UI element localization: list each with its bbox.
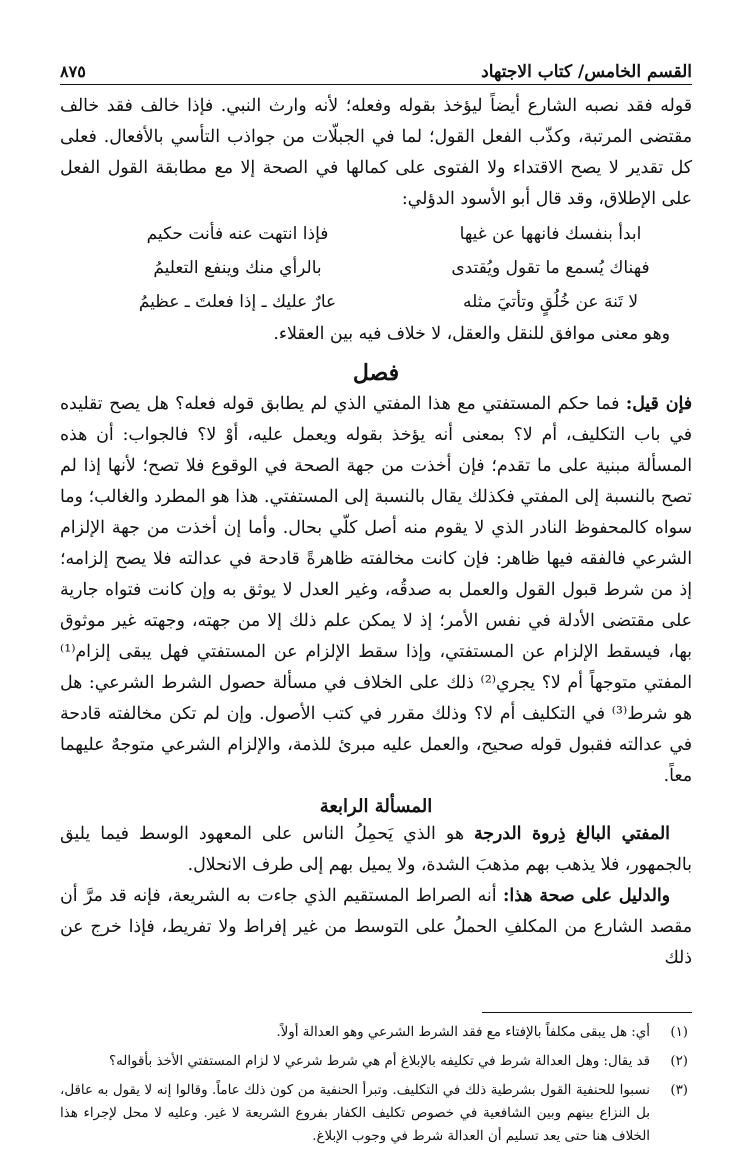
- book-page: [60, 62, 692, 1154]
- page-number: ٨٧٥: [60, 62, 86, 81]
- section-text: فما حكم المستفتي مع هذا المفتي الذي لم يطابق قوله فعله؟ هل يصح تقليده في باب التكليف، أم لا؟ بمعنى أنه يؤخذ بقوله ويعمل عليه، أوْ لا؟ فالجواب: أن هذه المسألة مبنية على ما تقدم؛ فإن أخذت من جهة الصحة في الوقوع فلا تصح؛ لأنها إذا لم تصح بالنسبة إلى المفتي فكذلك يقال بالنسبة إلى المستفتي. هذا هو المطرد والغالب؛ وما سواه كالمحفوظ النادر الذي لا يقوم منه أصل كلّي بحال. وأما إن أخذت من جهة الإلزام الشرعي فالفقه فيها ظاهر: فإن كانت مخالفته ظاهرةً قادحة في عدالته فلا يصح إلزامه؛ إذ من شرط قبول القول والعمل به صدقُه، وغير العدل لا يوثق به وإن كانت فتواه جارية على مقتضى الأدلة في نفس الأمر؛ إذ لا يمكن علم ذلك إلا من جهته، وجهته غير موثوق بها، فيسقط الإلزام عن المستفتي، وإذا سقط الإلزام عن المستفتي فهل يبقى إلزام⁽¹⁾ المفتي متوجهاً أم لا؟ يجري⁽²⁾ ذلك على الخلاف في مسألة حصول الشرط الشرعي: هل هو شرط⁽³⁾ في التكليف أم لا؟ وذلك مقرر في كتب الأصول. وإن لم تكن مخالفته قادحة في عدالته فقبول قوله صحيح، والعمل عليه مبرئ للذمة، والإلزام الشرعي متوجهٌ عليهما معاً.: [60, 394, 692, 786]
- poem-verse: [60, 217, 678, 251]
- section-lead: فإن قيل:: [625, 394, 692, 414]
- question-paragraph-2: [60, 881, 692, 974]
- section-paragraph: [60, 389, 692, 792]
- section-heading: فصل: [352, 360, 400, 386]
- opening-paragraph: قوله فقد نصبه الشارع أيضاً ليؤخذ بقوله وفعله؛ لأنه وارث النبي. فإذا خالف فقد خالف مقتضى المرتبة، وكذّب الفعل القول؛ لما في الجبلّات من جواذب التأسي بالأفعال. فعلى كل تقدير لا يصح الاقتداء ولا الفتوى على كمالها في الصحة إلا مع مطابقة القول الفعل على الإطلاق، وقد قال أبو الأسود الدؤلي:: [60, 96, 692, 209]
- verse-first-hemistich: لا تَنهَ عن خُلُقٍ وتأتيَ مثله: [462, 292, 639, 312]
- verse-second-hemistich: بالرأي منك وينفع التعليمُ: [153, 258, 322, 278]
- footnote-number: (١): [670, 1025, 688, 1040]
- verse-second-hemistich: فإذا انتهت عنه فأنت حكيم: [146, 224, 329, 244]
- footnote: [60, 1050, 688, 1073]
- question-heading: المسألة الرابعة: [319, 796, 433, 817]
- verse-first-hemistich: ابدأ بنفسك فانهها عن غيها: [459, 224, 642, 244]
- question-p1-text: هو الذي يَحمِلُ الناس على المعهود الوسط فيما يليق بالجمهور، فلا يذهب بهم مذهبَ الشدة، ولا يميل بهم إلى طرف الانحلال.: [60, 824, 692, 875]
- poem-verse: [60, 285, 678, 319]
- footnote: [60, 1079, 688, 1148]
- footnote-text: أي: هل يبقى مكلفاً بالإفتاء مع فقد الشرط الشرعي وهو العدالة أولاً.: [276, 1025, 650, 1040]
- poem: [60, 217, 678, 319]
- header-title: القسم الخامس/ كتاب الاجتهاد: [481, 62, 692, 82]
- footnote-text: قد يقال: وهل العدالة شرط في تكليفه بالإبلاغ أم هي شرط شرعي لا لزام المستفتي الأخذ بأقواله؟: [108, 1054, 650, 1069]
- after-poem-paragraph: وهو معنى موافق للنقل والعقل، لا خلاف فيه بين العقلاء.: [273, 324, 670, 344]
- verse-first-hemistich: فهناك يُسمع ما تقول ويُقتدى: [451, 258, 650, 278]
- footnote-number: (٣): [670, 1083, 688, 1098]
- footnote-number: (٢): [670, 1054, 688, 1069]
- footnote-text: نسبوا للحنفية القول بشرطية ذلك في التكليف. وتبرأ الحنفية من كون ذلك عاماً. وقالوا إنه لا يقول به عاقل، بل النزاع بينهم وبين الشافعية في خصوص تكليف الكفار بفروع الشريعة لا غير. وعليه لا محل لإجراء هذا الخلاف هنا حتى يعد تسليم أن العدالة شرط في وجوب الإبلاغ.: [60, 1083, 650, 1144]
- poem-verse: [60, 251, 678, 285]
- footnote: [60, 1021, 688, 1044]
- running-header: [60, 62, 692, 85]
- question-p1-lead: المفتي البالغ ذِروة الدرجة: [473, 824, 670, 844]
- question-p2-lead: والدليل على صحة هذا:: [503, 886, 670, 906]
- footnote-separator: [482, 1012, 692, 1013]
- verse-second-hemistich: عارٌ عليك ـ إذا فعلتَ ـ عظيمُ: [138, 292, 337, 312]
- question-paragraph-1: [60, 819, 692, 881]
- question-p2-text: أنه الصراط المستقيم الذي جاءت به الشريعة، فإنه قد مرَّ أن مقصد الشارع من المكلفِ الحملُ على التوسط من غير إفراط ولا تفريط، فإذا خرج عن ذلك: [60, 886, 692, 968]
